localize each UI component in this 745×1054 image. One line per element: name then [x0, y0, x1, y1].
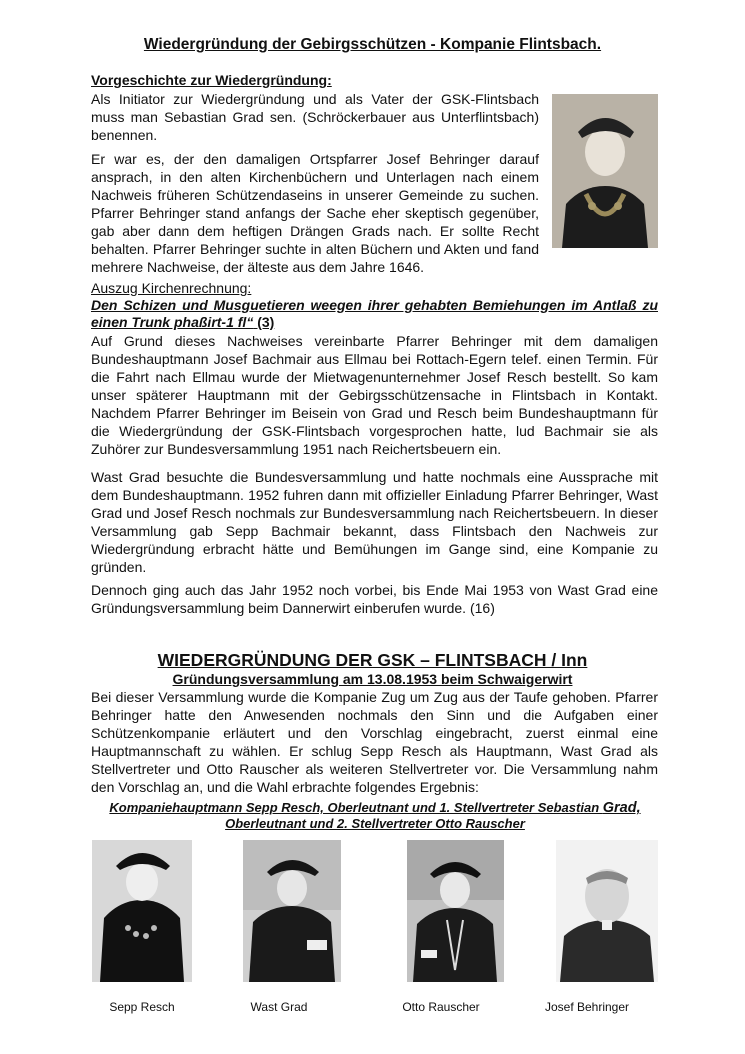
caption-sepp-resch: Sepp Resch — [109, 1000, 175, 1014]
photo-sepp-resch — [92, 840, 192, 982]
caption-wast-grad: Wast Grad — [250, 1000, 308, 1014]
photo-josef-behringer — [556, 840, 658, 982]
quote-text: Den Schizen und Musguetieren weegen ihrer gehabten Bemiehungen im Antlaß zu einen Trunk phaßirt-1 fl“ — [91, 297, 658, 330]
church-account-quote — [91, 297, 658, 331]
section-subheading-assembly: Gründungsversammlung am 13.08.1953 beim Schwaigerwirt — [172, 671, 573, 687]
caption-josef-behringer: Josef Behringer — [544, 1000, 630, 1014]
quote-reference: (3) — [253, 314, 275, 330]
paragraph-behringer-top — [91, 150, 539, 276]
photo-wast-grad — [243, 840, 341, 982]
section-heading-refounding: WIEDERGRÜNDUNG DER GSK – FLINTSBACH / Inn — [157, 650, 588, 670]
photo-otto-rauscher — [407, 840, 504, 982]
officers-line-1-grad: Grad, — [602, 800, 641, 816]
paragraph-bundesversammlung: Wast Grad besuchte die Bundesversammlung und hatte nochmals eine Aussprache mit dem Bundeshauptmann. 1952 fuhren dann mit offizieller Einladung Pfarrer Behringer, Wast Grad und Josef Resch nochmals zur Bundesversammlung nach Reichertsbeuern. In dieser Versammlung gab Sepp Bachmair bekannt, dass Flintsbach den Nachweis zur Wiedergründung erbracht hätte und Bemühungen im Gange sind, eine Kompanie zu gründen. — [91, 469, 658, 575]
section-heading-history: Vorgeschichte zur Wiedergründung: — [91, 72, 332, 88]
paragraph-assembly: Bei dieser Versammlung wurde die Kompanie Zug um Zug aus der Taufe gehoben. Pfarrer Behringer hatte den Anwesenden nochmals den Sinn und die Aufgaben einer Schützenkompanie erläutert und den Vorschlag eingebracht, zuerst einmal eine Hauptmannschaft zu wählen. Er schlug Sepp Resch als Hauptmann, Wast Grad als Stellvertreter und Otto Rauscher als weiteren Stellvertreter vor. Die Versammlung nahm den Vorschlag an, und die Wahl erbrachte folgendes Ergebnis: — [91, 689, 658, 795]
church-account-label: Auszug Kirchenrechnung: — [91, 280, 252, 296]
officers-line-1: Kompaniehauptmann Sepp Resch, Oberleutnant und 1. Stellvertreter Sebastian — [109, 800, 603, 815]
caption-otto-rauscher: Otto Rauscher — [402, 1000, 480, 1014]
officers-list — [85, 800, 665, 832]
paragraph-initiator: Als Initiator zur Wiedergründung und als Vater der GSK-Flintsbach muss man Sebastian Grad sen. (Schröckerbauer aus Unterflintsbach) benennen. — [91, 91, 539, 143]
paragraph-behringer-text: Er war es, der den damaligen Ortspfarrer Josef Behringer darauf ansprach, in den alten Kirchenbüchern und Unterlagen nach einem Nachweis früheren Schützendaseins in unserer Gemeinde zu suchen. Pfarrer Behringer stand anfangs der Sache eher skeptisch gegenüber, gab aber dann dem heftigen Drängen Grads nach. Er sollte Recht behalten. Pfarrer Behringer suchte in alten Büchern und Akten und fand mehrere Nachweise, der älteste aus dem Jahre 1646. — [91, 151, 539, 275]
portrait-photo-grad — [552, 94, 658, 248]
officers-line-2: Oberleutnant und 2. Stellvertreter Otto Rauscher — [225, 816, 525, 831]
paragraph-bachmair: Auf Grund dieses Nachweises vereinbarte Pfarrer Behringer mit dem damaligen Bundeshauptmann Josef Bachmair aus Ellmau bei Rottach-Egern telef. einen Termin. Für die Fahrt nach Ellmau wurde der Mietwagenunternehmer Josef Resch bestellt. So kam unser späterer Hauptmann mit der Gebirgsschützensache in Flintsbach in Kontakt. Nachdem Pfarrer Behringer im Beisein von Grad und Resch beim Bundeshauptmann für die Wiedergründung der GSK-Flintsbach vorgesprochen hatte, lud Bachmair sie als Zuhörer zur Bundesversammlung 1951 nach Reichertsbeuern ein. — [91, 333, 658, 457]
paragraph-dannerwirt: Dennoch ging auch das Jahr 1952 noch vorbei, bis Ende Mai 1953 von Wast Grad eine Gründungsversammlung beim Dannerwirt einberufen wurde. (16) — [91, 582, 658, 616]
page-title: Wiedergründung der Gebirgsschützen - Kompanie Flintsbach. — [143, 36, 602, 53]
